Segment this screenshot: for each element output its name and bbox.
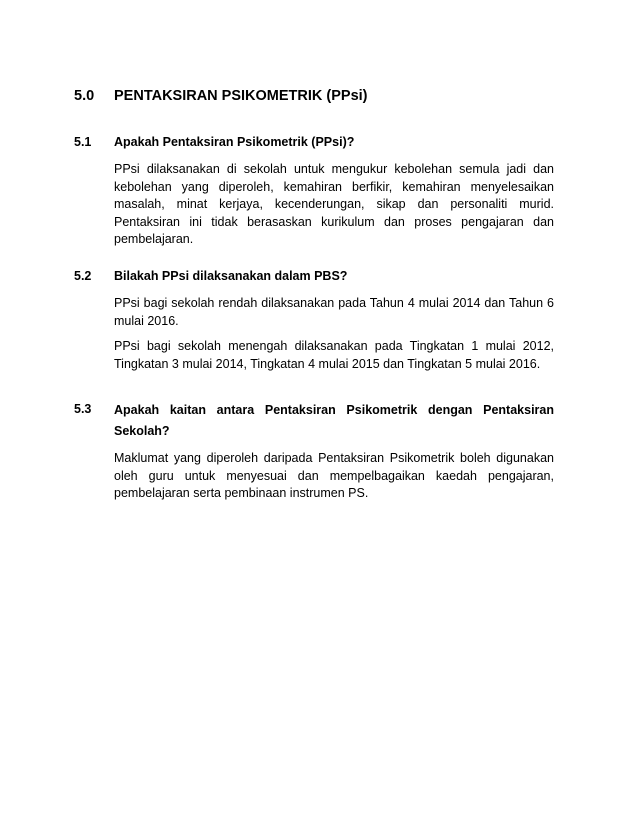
faq-item-5-3: [74, 400, 554, 503]
section-heading: [74, 87, 574, 105]
question-row: [74, 267, 554, 285]
question-number: 5.1: [74, 135, 92, 149]
question-row: [74, 400, 554, 442]
faq-item-5-1: [74, 133, 554, 249]
question-text: Bilakah PPsi dilaksanakan dalam PBS?: [114, 269, 348, 283]
answer-paragraph: PPsi dilaksanakan di sekolah untuk mengukur kebolehan semula jadi dan kebolehan yang diperoleh, kemahiran berfikir, kemahiran menyelesaikan masalah, minat kerjaya, kecenderungan, sikap dan personaliti murid. Pentaksiran ini tidak berasaskan kurikulum dan proses pengajaran dan pembelajaran.: [114, 162, 554, 246]
question-number: 5.3: [74, 402, 92, 416]
answer-paragraph: Maklumat yang diperoleh daripada Pentaksiran Psikometrik boleh digunakan oleh guru untuk menyesuai dan mempelbagaikan kaedah pengajaran, pembelajaran serta pembinaan instrumen PS.: [114, 451, 554, 500]
answer-paragraph: PPsi bagi sekolah menengah dilaksanakan pada Tingkatan 1 mulai 2012, Tingkatan 3 mulai 2014, Tingkatan 4 mulai 2015 dan Tingkatan 5 mulai 2016.: [114, 339, 554, 371]
question-text: Apakah kaitan antara Pentaksiran Psikometrik dengan Pentaksiran Sekolah?: [114, 403, 554, 438]
faq-item-5-2: [74, 267, 554, 373]
question-text: Apakah Pentaksiran Psikometrik (PPsi)?: [114, 135, 355, 149]
question-number: 5.2: [74, 269, 92, 283]
section-title: PENTAKSIRAN PSIKOMETRIK (PPsi): [114, 88, 368, 104]
answer-paragraph: PPsi bagi sekolah rendah dilaksanakan pada Tahun 4 mulai 2014 dan Tahun 6 mulai 2016.: [114, 296, 554, 328]
section-number: 5.0: [74, 88, 95, 104]
question-row: [74, 133, 554, 151]
